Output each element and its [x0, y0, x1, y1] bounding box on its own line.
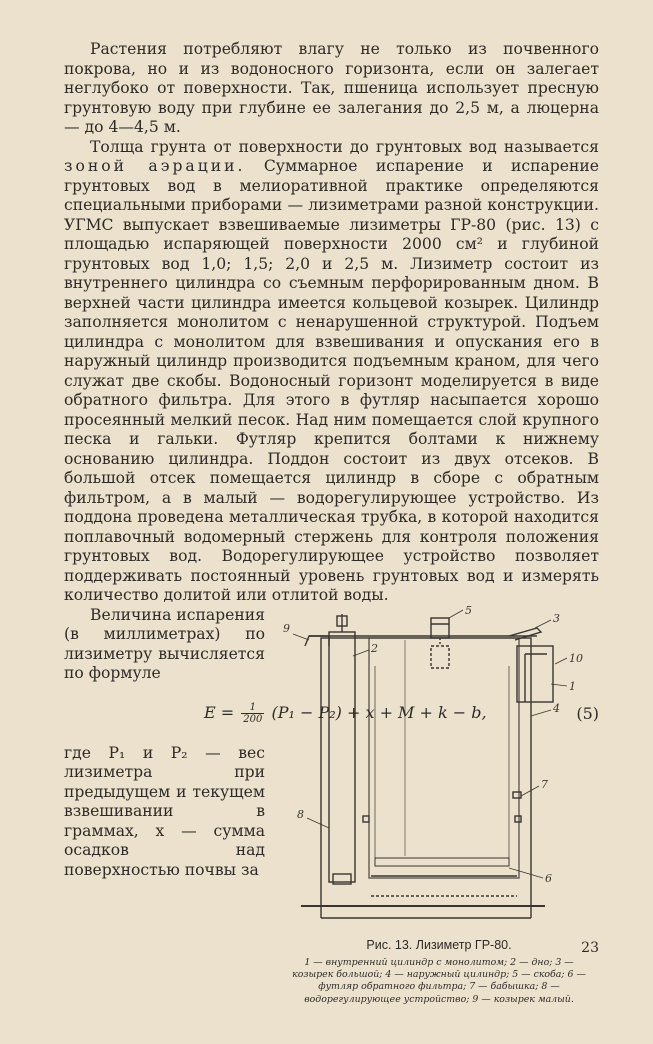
inner-cylinder — [369, 638, 519, 878]
label-4: 4 — [553, 701, 560, 715]
formula-number: (5) — [576, 703, 599, 723]
formula-frac-den: 200 — [243, 713, 263, 725]
paragraph-2-lead: Толща грунта от поверхности до грунтовых вод называется — [90, 137, 599, 156]
paragraph-2 — [64, 138, 599, 606]
formula-rhs: (P₁ − P₂) + x + M + k − b, — [271, 702, 487, 722]
label-8: 8 — [297, 807, 304, 821]
label-3: 3 — [553, 611, 560, 625]
paragraph-2-body: Суммарное испарение и испарение грунтовых вод в мелиоративной практике определяются специальными приборами — лизиметрами разной конструкции. УГМС выпускает взвешиваемые лизиметры ГР-80 (рис. 13) с площадью испаряющей поверхности 2000 см² и глубиной грунтовых вод 1,0; 1,5; 2,0 и 2,5 м. Лизиметр состоит из внутреннего цилиндра со съемным перфорированным дном. В верхней части цилиндра имеется кольцевой козырек. Цилиндр заполняется монолитом с ненарушенной структурой. Подъем цилиндра с монолитом для взвешивания и опускания его в наружный цилиндр производится подъемным краном, для чего служат две скобы. Водоносный горизонт моделируется в виде обратного фильтра. Для этого в футляр насыпается хорошо просеянный мелкий песок. Над ним помещается слой крупного песка и гальки. Футляр крепится болтами к нижнему основанию цилиндра. Поддон состоит из двух отсеков. В большой отсек помещается цилиндр в сборе с обратным фильтром, а в малый — водорегулирующее устройство. Из поддона проведена металлическая трубка, в которой находится поплавочный водомерный стержень для контроля положения грунтовых вод. Водорегулирующее устройство позволяет поддерживать постоянный уровень грунтовых вод и измерять количество долитой или отлитой воды. — [64, 157, 599, 604]
formula-fraction — [241, 702, 264, 725]
label-7: 7 — [541, 777, 548, 791]
paragraph-4: где P₁ и P₂ — вес лизиметра при предыдущем и текущем взвешивании в граммах, x — сумма осадков над поверхностью почвы за — [64, 743, 265, 879]
lysimeter-diagram — [279, 606, 599, 926]
label-1: 1 — [569, 679, 576, 693]
paragraph-1: Растения потребляют влагу не только из почвенного покрова, но и из водоносного горизонта, если он залегает неглубоко от поверхности. Так, пшеница использует пресную грунтовую воду при глубине ее залегания до 2,5 м, а люцерна — до 4—4,5 м. — [64, 40, 599, 136]
label-2: 2 — [371, 641, 378, 655]
page-number: 23 — [581, 940, 599, 956]
formula-5 — [64, 698, 599, 732]
label-10: 10 — [569, 651, 583, 665]
formula-expression — [204, 702, 487, 725]
figure-legend: 1 — внутренний цилиндр с монолитом; 2 — дно; 3 — козырек большой; 4 — наружный цилиндр; 5 — скоба; 6 — футляр обратного фильтра; 7 — бабышка; 8 — водорегулирующее устройство; 9 — козырек малый. — [292, 956, 586, 1005]
formula-frac-num: 1 — [241, 702, 264, 714]
figure-caption: Рис. 13. Лизиметр ГР-80. — [366, 937, 512, 952]
formula-lhs: E = — [204, 702, 235, 722]
label-9: 9 — [283, 621, 290, 635]
label-5: 5 — [465, 605, 472, 617]
label-6: 6 — [545, 871, 552, 885]
paragraph-3: Величина испарения (в миллиметрах) по лизиметру вычисляется по формуле — [64, 605, 265, 682]
regulating-tube — [329, 632, 355, 882]
figure-13 — [279, 606, 599, 1040]
term-aeration-zone: зоной аэрации. — [64, 157, 246, 175]
